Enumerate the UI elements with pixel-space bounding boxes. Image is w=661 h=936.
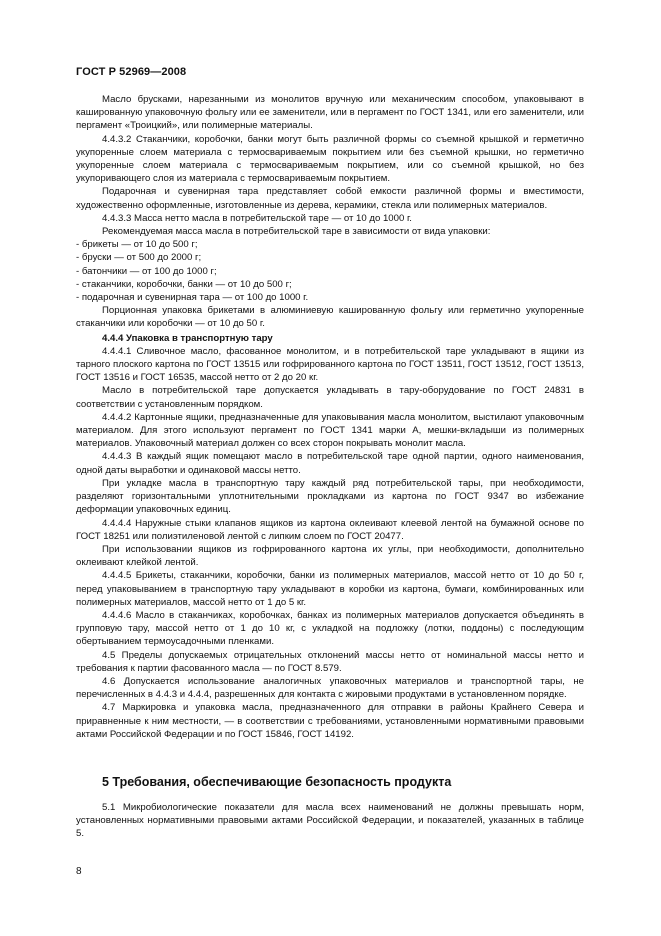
paragraph-tare-equipment: Масло в потребительской таре допускается укладывать в тару-оборудование по ГОСТ 24831 в соответствии с установленным порядком. [76, 385, 584, 410]
list-item: - бруски — от 500 до 2000 г; [76, 252, 202, 264]
paragraph-4-4-3-3: 4.4.3.3 Масса нетто масла в потребительской таре — от 10 до 1000 г. [102, 212, 412, 224]
paragraph-4-4-4-3: 4.4.4.3 В каждый ящик помещают масло в потребительской таре одной партии, одного наименования, одной даты выработки и одинаковой массы нетто. [76, 451, 584, 476]
paragraph-4-5: 4.5 Пределы допускаемых отрицательных отклонений массы нетто от номинальной массы нетто и требования к партии фасованного масла — по ГОСТ 8.579. [76, 649, 584, 674]
paragraph-5-1: 5.1 Микробиологические показатели для масла всех наименований не должны превышать норм, установленных нормативными правовыми актами Российской Федерации, и показателей, указанных в таблице 5. [76, 802, 584, 840]
section-5-body [76, 801, 584, 841]
mass-list [76, 238, 584, 304]
list-item: - стаканчики, коробочки, банки — от 10 до 500 г; [76, 278, 292, 290]
paragraph-4-4-4-2: 4.4.4.2 Картонные ящики, предназначенные для упаковывания масла монолитом, выстилают упаковочным материалом. Для этого используют пергамент по ГОСТ 1341 марки А, мешки-вкладыши из полимерных материалов. Упаковочный материал должен со всех сторон покрывать монолит масла. [76, 411, 584, 450]
paragraph-4-4-4-5: 4.4.4.5 Брикеты, стаканчики, коробочки, банки из полимерных материалов, массой нетто от 10 до 50 г, перед упаковыванием в транспортную тару укладывают в коробки из картона, бумаги, комбинированных или полимерных материалов, массой нетто от 1 до 5 кг. [76, 570, 584, 608]
paragraph-4-4-4-1: 4.4.4.1 Сливочное масло, фасованное монолитом, и в потребительской таре укладывают в ящики из тарного плоского картона по ГОСТ 13515 или гофрированного картона по ГОСТ 13511, ГОСТ 13512, ГОСТ 13513, ГОСТ 13516 и ГОСТ 16535, массой нетто от 2 до 20 кг. [76, 345, 584, 384]
document-header: ГОСТ Р 52969—2008 [76, 66, 187, 78]
paragraph-4-7: 4.7 Маркировка и упаковка масла, предназначенного для отправки в районы Крайнего Севера и приравненные к ним местности, — в соответствии с требованиями, установленными нормативными правовыми актами Российской Федерации и по ГОСТ 15846, ГОСТ 14192. [76, 702, 584, 740]
page-number: 8 [76, 866, 82, 877]
list-item: - брикеты — от 10 до 500 г; [76, 239, 198, 251]
paragraph-portion-packaging: Порционная упаковка брикетами в алюминиевую кашированную фольгу или герметично укупоренные стаканчики или коробочки — от 10 до 50 г. [76, 305, 584, 330]
paragraph-gift-packaging: Подарочная и сувенирная тара представляет собой емкости различной формы и вместимости, художественно оформленные, изготовленные из дерева, керамики, стекла или полимерных материалов. [76, 186, 584, 211]
paragraph-butter-bars: Масло брусками, нарезанными из монолитов вручную или механическим способом, упаковывают в кашированную упаковочную фольгу или ее заменители, или в пергамент по ГОСТ 1341, или его заменители, или пергамент «Троицкий», или полимерные материалы. [76, 94, 584, 132]
paragraph-4-4-4-6: 4.4.4.6 Масло в стаканчиках, коробочках, банках из полимерных материалов допускается объединять в групповую тару, массой нетто от 1 до 10 кг, с укладкой на подложку (лотки, поддоны) с последующим обертыванием термоусадочными пленками. [76, 609, 584, 648]
paragraph-recommended-mass: Рекомендуемая масса масла в потребительской таре в зависимости от вида упаковки: [102, 226, 491, 238]
paragraph-corner-tape: При использовании ящиков из гофрированного картона их углы, при необходимости, дополнительно оклеивают клейкой лентой. [76, 543, 584, 569]
section-5-title: 5 Требования, обеспечивающие безопасность продукта [102, 775, 452, 789]
paragraph-separators: При укладке масла в транспортную тару каждый ряд потребительской тары, при необходимости, разделяют горизонтальными уплотнительными прокладками из картона по ГОСТ 9347 во избежание деформации упаковочных единиц. [76, 477, 584, 516]
document-body [76, 93, 584, 741]
subsection-title-4-4-4: 4.4.4 Упаковка в транспортную тару [102, 332, 273, 344]
paragraph-4-6: 4.6 Допускается использование аналогичных упаковочных материалов и транспортной тары, не перечисленных в 4.4.3 и 4.4.4, разрешенных для контакта с жировыми продуктами в установленном порядке. [76, 675, 584, 701]
paragraph-4-4-3-2: 4.4.3.2 Стаканчики, коробочки, банки могут быть различной формы со съемной крышкой и герметично укупоренные слоем материала с термосвариваемым покрытием или без съемной крышки, но герметично укупоренные слоем материала с термосвариваемым покрытием, или со съемной крышкой, но без укупоривающего слоя из материала с термосвариваемым покрытием. [76, 133, 584, 185]
list-item: - батончики — от 100 до 1000 г; [76, 265, 217, 277]
list-item: - подарочная и сувенирная тара — от 100 до 1000 г. [76, 292, 309, 304]
paragraph-4-4-4-4: 4.4.4.4 Наружные стыки клапанов ящиков из картона оклеивают клеевой лентой на бумажной основе по ГОСТ 18251 или полиэтиленовой лентой с липким слоем по ГОСТ 20477. [76, 517, 584, 542]
